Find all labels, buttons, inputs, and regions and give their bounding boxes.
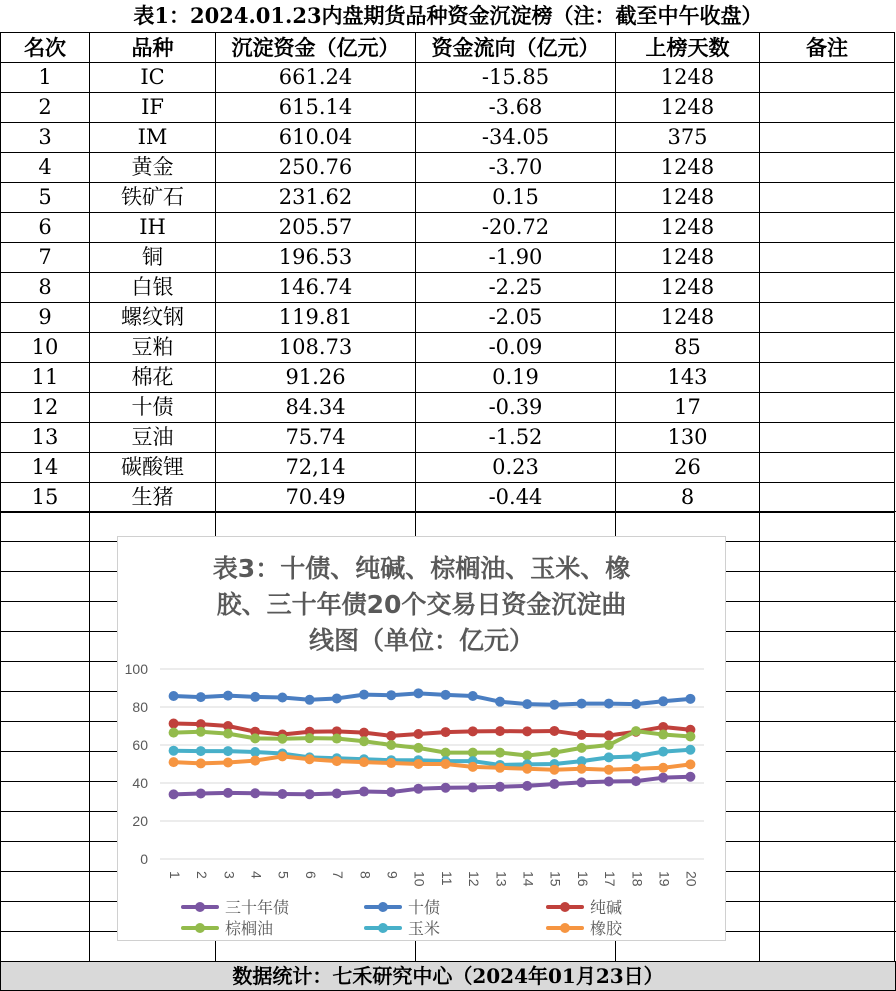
x-tick-label: 19 xyxy=(656,871,673,887)
flow-cell: 0.23 xyxy=(416,453,616,483)
y-tick-label: 100 xyxy=(124,661,148,677)
remark-cell xyxy=(760,273,895,303)
data-point xyxy=(169,691,179,701)
data-point xyxy=(441,727,451,737)
capital-cell: 250.76 xyxy=(216,153,416,183)
chart-title-line: 胶、三十年债20个交易日资金沉淀曲 xyxy=(216,590,627,619)
line-chart xyxy=(118,537,725,940)
data-point xyxy=(223,757,233,767)
data-point xyxy=(250,733,260,743)
header-remark: 备注 xyxy=(760,33,895,63)
data-point xyxy=(305,695,315,705)
data-point xyxy=(468,748,478,758)
table-row xyxy=(1,303,895,333)
legend-swatch-marker xyxy=(560,902,570,912)
header-rank: 名次 xyxy=(1,33,90,63)
data-point xyxy=(277,734,287,744)
data-point xyxy=(196,692,206,702)
product-cell: 棉花 xyxy=(90,363,216,393)
x-tick-label: 2 xyxy=(194,871,211,879)
flow-cell: -0.44 xyxy=(416,483,616,513)
data-point xyxy=(386,690,396,700)
data-point xyxy=(386,758,396,768)
rank-cell: 13 xyxy=(1,423,90,453)
rank-cell: 10 xyxy=(1,333,90,363)
data-point xyxy=(468,726,478,736)
flow-cell: -20.72 xyxy=(416,213,616,243)
remark-cell xyxy=(760,243,895,273)
data-point xyxy=(441,783,451,793)
data-point xyxy=(495,697,505,707)
x-tick-label: 20 xyxy=(683,871,700,887)
product-cell: 黄金 xyxy=(90,153,216,183)
x-tick-label: 13 xyxy=(493,871,510,887)
remark-cell xyxy=(760,93,895,123)
product-cell: IC xyxy=(90,63,216,93)
data-point xyxy=(441,690,451,700)
rank-cell: 8 xyxy=(1,273,90,303)
data-point xyxy=(604,699,614,709)
header-product: 品种 xyxy=(90,33,216,63)
flow-cell: 0.15 xyxy=(416,183,616,213)
product-cell: 豆粕 xyxy=(90,333,216,363)
data-point xyxy=(658,696,668,706)
data-point xyxy=(685,772,695,782)
data-point xyxy=(305,789,315,799)
data-point xyxy=(277,693,287,703)
data-point xyxy=(685,731,695,741)
rank-cell: 3 xyxy=(1,123,90,153)
remark-cell xyxy=(760,123,895,153)
data-point xyxy=(196,758,206,768)
days-cell: 1248 xyxy=(616,183,760,213)
data-point xyxy=(685,759,695,769)
x-tick-label: 16 xyxy=(574,871,591,887)
product-cell: 生猪 xyxy=(90,483,216,513)
data-point xyxy=(413,688,423,698)
y-tick-label: 40 xyxy=(132,775,148,791)
product-cell: 螺纹钢 xyxy=(90,303,216,333)
y-tick-label: 60 xyxy=(132,737,148,753)
header-capital: 沉淀资金（亿元） xyxy=(216,33,416,63)
table-row xyxy=(1,333,895,363)
data-point xyxy=(223,729,233,739)
flow-cell: -15.85 xyxy=(416,63,616,93)
table-row xyxy=(1,273,895,303)
data-point xyxy=(196,727,206,737)
data-point xyxy=(549,779,559,789)
table-row xyxy=(1,423,895,453)
data-point xyxy=(359,787,369,797)
y-tick-label: 0 xyxy=(140,851,148,867)
data-point xyxy=(577,730,587,740)
legend-swatch-marker xyxy=(378,923,388,933)
days-cell: 17 xyxy=(616,393,760,423)
x-tick-label: 10 xyxy=(411,871,428,887)
data-point xyxy=(305,733,315,743)
data-point xyxy=(495,726,505,736)
rank-cell: 12 xyxy=(1,393,90,423)
capital-cell: 146.74 xyxy=(216,273,416,303)
data-point xyxy=(522,750,532,760)
remark-cell xyxy=(760,483,895,513)
legend-label: 纯碱 xyxy=(590,898,623,917)
capital-cell: 84.34 xyxy=(216,393,416,423)
x-tick-label: 3 xyxy=(221,871,238,879)
capital-cell: 205.57 xyxy=(216,213,416,243)
y-tick-label: 80 xyxy=(132,699,148,715)
data-point xyxy=(169,719,179,729)
data-point xyxy=(658,773,668,783)
flow-cell: -3.68 xyxy=(416,93,616,123)
data-point xyxy=(468,691,478,701)
legend-swatch-marker xyxy=(195,923,205,933)
table-row xyxy=(1,63,895,93)
table-row xyxy=(1,123,895,153)
ranking-table xyxy=(0,32,895,513)
days-cell: 1248 xyxy=(616,63,760,93)
remark-cell xyxy=(760,63,895,93)
x-tick-label: 9 xyxy=(384,871,401,879)
data-point xyxy=(522,726,532,736)
days-cell: 1248 xyxy=(616,273,760,303)
flow-cell: -1.52 xyxy=(416,423,616,453)
capital-cell: 91.26 xyxy=(216,363,416,393)
data-point xyxy=(468,762,478,772)
table-row xyxy=(1,93,895,123)
table-body xyxy=(1,63,895,513)
product-cell: 碳酸锂 xyxy=(90,453,216,483)
data-point xyxy=(604,765,614,775)
table-row xyxy=(1,393,895,423)
data-point xyxy=(359,736,369,746)
rank-cell: 2 xyxy=(1,93,90,123)
rank-cell: 5 xyxy=(1,183,90,213)
data-point xyxy=(522,699,532,709)
flow-cell: -3.70 xyxy=(416,153,616,183)
data-point xyxy=(631,764,641,774)
x-tick-label: 1 xyxy=(166,871,183,879)
x-tick-label: 7 xyxy=(330,871,347,879)
rank-cell: 4 xyxy=(1,153,90,183)
table-title: 表1：2024.01.23内盘期货品种资金沉淀榜（注：截至中午收盘） xyxy=(133,3,763,28)
chart-title-line: 表3：十债、纯碱、棕榈油、玉米、橡 xyxy=(212,554,631,583)
legend-swatch-marker xyxy=(195,902,205,912)
chart-panel xyxy=(117,536,726,941)
days-cell: 8 xyxy=(616,483,760,513)
flow-cell: -0.09 xyxy=(416,333,616,363)
days-cell: 1248 xyxy=(616,93,760,123)
table-row xyxy=(1,483,895,513)
product-cell: IF xyxy=(90,93,216,123)
product-cell: 铜 xyxy=(90,243,216,273)
data-point xyxy=(223,691,233,701)
data-point xyxy=(413,729,423,739)
data-point xyxy=(658,747,668,757)
data-point xyxy=(332,756,342,766)
data-point xyxy=(250,747,260,757)
data-point xyxy=(332,788,342,798)
data-point xyxy=(604,731,614,741)
data-point xyxy=(604,740,614,750)
x-tick-label: 12 xyxy=(466,871,483,887)
data-point xyxy=(223,788,233,798)
header-flow: 资金流向（亿元） xyxy=(416,33,616,63)
data-point xyxy=(549,726,559,736)
capital-cell: 231.62 xyxy=(216,183,416,213)
days-cell: 1248 xyxy=(616,303,760,333)
data-point xyxy=(332,734,342,744)
rank-cell: 7 xyxy=(1,243,90,273)
data-point xyxy=(250,756,260,766)
remark-cell xyxy=(760,303,895,333)
flow-cell: -2.05 xyxy=(416,303,616,333)
data-point xyxy=(577,764,587,774)
data-point xyxy=(441,748,451,758)
remark-cell xyxy=(760,153,895,183)
capital-cell: 610.04 xyxy=(216,123,416,153)
data-point xyxy=(468,783,478,793)
capital-cell: 72,14 xyxy=(216,453,416,483)
data-point xyxy=(495,763,505,773)
legend-label: 三十年债 xyxy=(225,898,290,917)
x-tick-label: 4 xyxy=(248,871,265,879)
data-point xyxy=(631,726,641,736)
data-point xyxy=(522,781,532,791)
data-point xyxy=(196,788,206,798)
x-tick-label: 17 xyxy=(602,871,619,887)
data-point xyxy=(250,692,260,702)
data-point xyxy=(549,700,559,710)
product-cell: 十债 xyxy=(90,393,216,423)
legend-label: 玉米 xyxy=(408,919,441,938)
data-point xyxy=(685,694,695,704)
data-point xyxy=(386,731,396,741)
chart-title-line: 线图（单位：亿元） xyxy=(308,626,534,655)
x-tick-label: 11 xyxy=(438,871,455,886)
data-point xyxy=(495,748,505,758)
data-point xyxy=(577,777,587,787)
data-point xyxy=(277,751,287,761)
data-point xyxy=(196,746,206,756)
data-point xyxy=(549,748,559,758)
flow-cell: -1.90 xyxy=(416,243,616,273)
header-days: 上榜天数 xyxy=(616,33,760,63)
remark-cell xyxy=(760,363,895,393)
data-point xyxy=(250,788,260,798)
data-point xyxy=(169,789,179,799)
x-tick-label: 8 xyxy=(357,871,374,879)
data-point xyxy=(277,789,287,799)
data-point xyxy=(359,690,369,700)
remark-cell xyxy=(760,453,895,483)
x-tick-label: 5 xyxy=(275,871,292,879)
flow-cell: 0.19 xyxy=(416,363,616,393)
table-row xyxy=(1,453,895,483)
flow-cell: -0.39 xyxy=(416,393,616,423)
x-tick-label: 14 xyxy=(520,871,537,887)
data-point xyxy=(413,784,423,794)
table-row xyxy=(1,183,895,213)
capital-cell: 196.53 xyxy=(216,243,416,273)
days-cell: 1248 xyxy=(616,213,760,243)
data-point xyxy=(685,745,695,755)
data-point xyxy=(577,699,587,709)
data-point xyxy=(604,752,614,762)
data-point xyxy=(223,746,233,756)
x-tick-label: 18 xyxy=(629,871,646,887)
data-point xyxy=(658,730,668,740)
product-cell: 白银 xyxy=(90,273,216,303)
data-point xyxy=(359,757,369,767)
flow-cell: -2.25 xyxy=(416,273,616,303)
rank-cell: 14 xyxy=(1,453,90,483)
x-tick-label: 15 xyxy=(547,871,564,887)
days-cell: 375 xyxy=(616,123,760,153)
product-cell: IM xyxy=(90,123,216,153)
remark-cell xyxy=(760,213,895,243)
data-point xyxy=(441,759,451,769)
data-point xyxy=(522,764,532,774)
days-cell: 26 xyxy=(616,453,760,483)
table-row xyxy=(1,363,895,393)
days-cell: 1248 xyxy=(616,243,760,273)
capital-cell: 661.24 xyxy=(216,63,416,93)
capital-cell: 75.74 xyxy=(216,423,416,453)
data-point xyxy=(359,728,369,738)
remark-cell xyxy=(760,183,895,213)
product-cell: 铁矿石 xyxy=(90,183,216,213)
legend-label: 橡胶 xyxy=(590,919,623,938)
legend-swatch-marker xyxy=(560,923,570,933)
data-point xyxy=(549,765,559,775)
data-point xyxy=(386,787,396,797)
rank-cell: 9 xyxy=(1,303,90,333)
data-point xyxy=(631,699,641,709)
data-point xyxy=(386,740,396,750)
data-point xyxy=(413,759,423,769)
y-tick-label: 20 xyxy=(132,813,148,829)
footer-source: 数据统计：七禾研究中心（2024年01月23日） xyxy=(0,961,896,991)
days-cell: 130 xyxy=(616,423,760,453)
data-point xyxy=(631,776,641,786)
capital-cell: 119.81 xyxy=(216,303,416,333)
remark-cell xyxy=(760,423,895,453)
rank-cell: 15 xyxy=(1,483,90,513)
days-cell: 85 xyxy=(616,333,760,363)
product-cell: 豆油 xyxy=(90,423,216,453)
data-point xyxy=(169,746,179,756)
rank-cell: 11 xyxy=(1,363,90,393)
legend-swatch-marker xyxy=(378,902,388,912)
data-point xyxy=(604,776,614,786)
days-cell: 1248 xyxy=(616,153,760,183)
legend-label: 十债 xyxy=(408,898,441,917)
table-row xyxy=(1,153,895,183)
table-row xyxy=(1,243,895,273)
data-point xyxy=(305,754,315,764)
remark-cell xyxy=(760,333,895,363)
rank-cell: 6 xyxy=(1,213,90,243)
data-point xyxy=(631,751,641,761)
data-point xyxy=(169,728,179,738)
x-tick-label: 6 xyxy=(302,871,319,879)
data-point xyxy=(577,743,587,753)
data-point xyxy=(169,757,179,767)
table-header-row xyxy=(1,33,895,63)
days-cell: 143 xyxy=(616,363,760,393)
capital-cell: 615.14 xyxy=(216,93,416,123)
product-cell: IH xyxy=(90,213,216,243)
rank-cell: 1 xyxy=(1,63,90,93)
remark-cell xyxy=(760,393,895,423)
data-point xyxy=(495,782,505,792)
data-point xyxy=(413,743,423,753)
data-point xyxy=(658,763,668,773)
flow-cell: -34.05 xyxy=(416,123,616,153)
table-row xyxy=(1,213,895,243)
legend-label: 棕榈油 xyxy=(225,919,274,938)
capital-cell: 70.49 xyxy=(216,483,416,513)
capital-cell: 108.73 xyxy=(216,333,416,363)
data-point xyxy=(332,693,342,703)
